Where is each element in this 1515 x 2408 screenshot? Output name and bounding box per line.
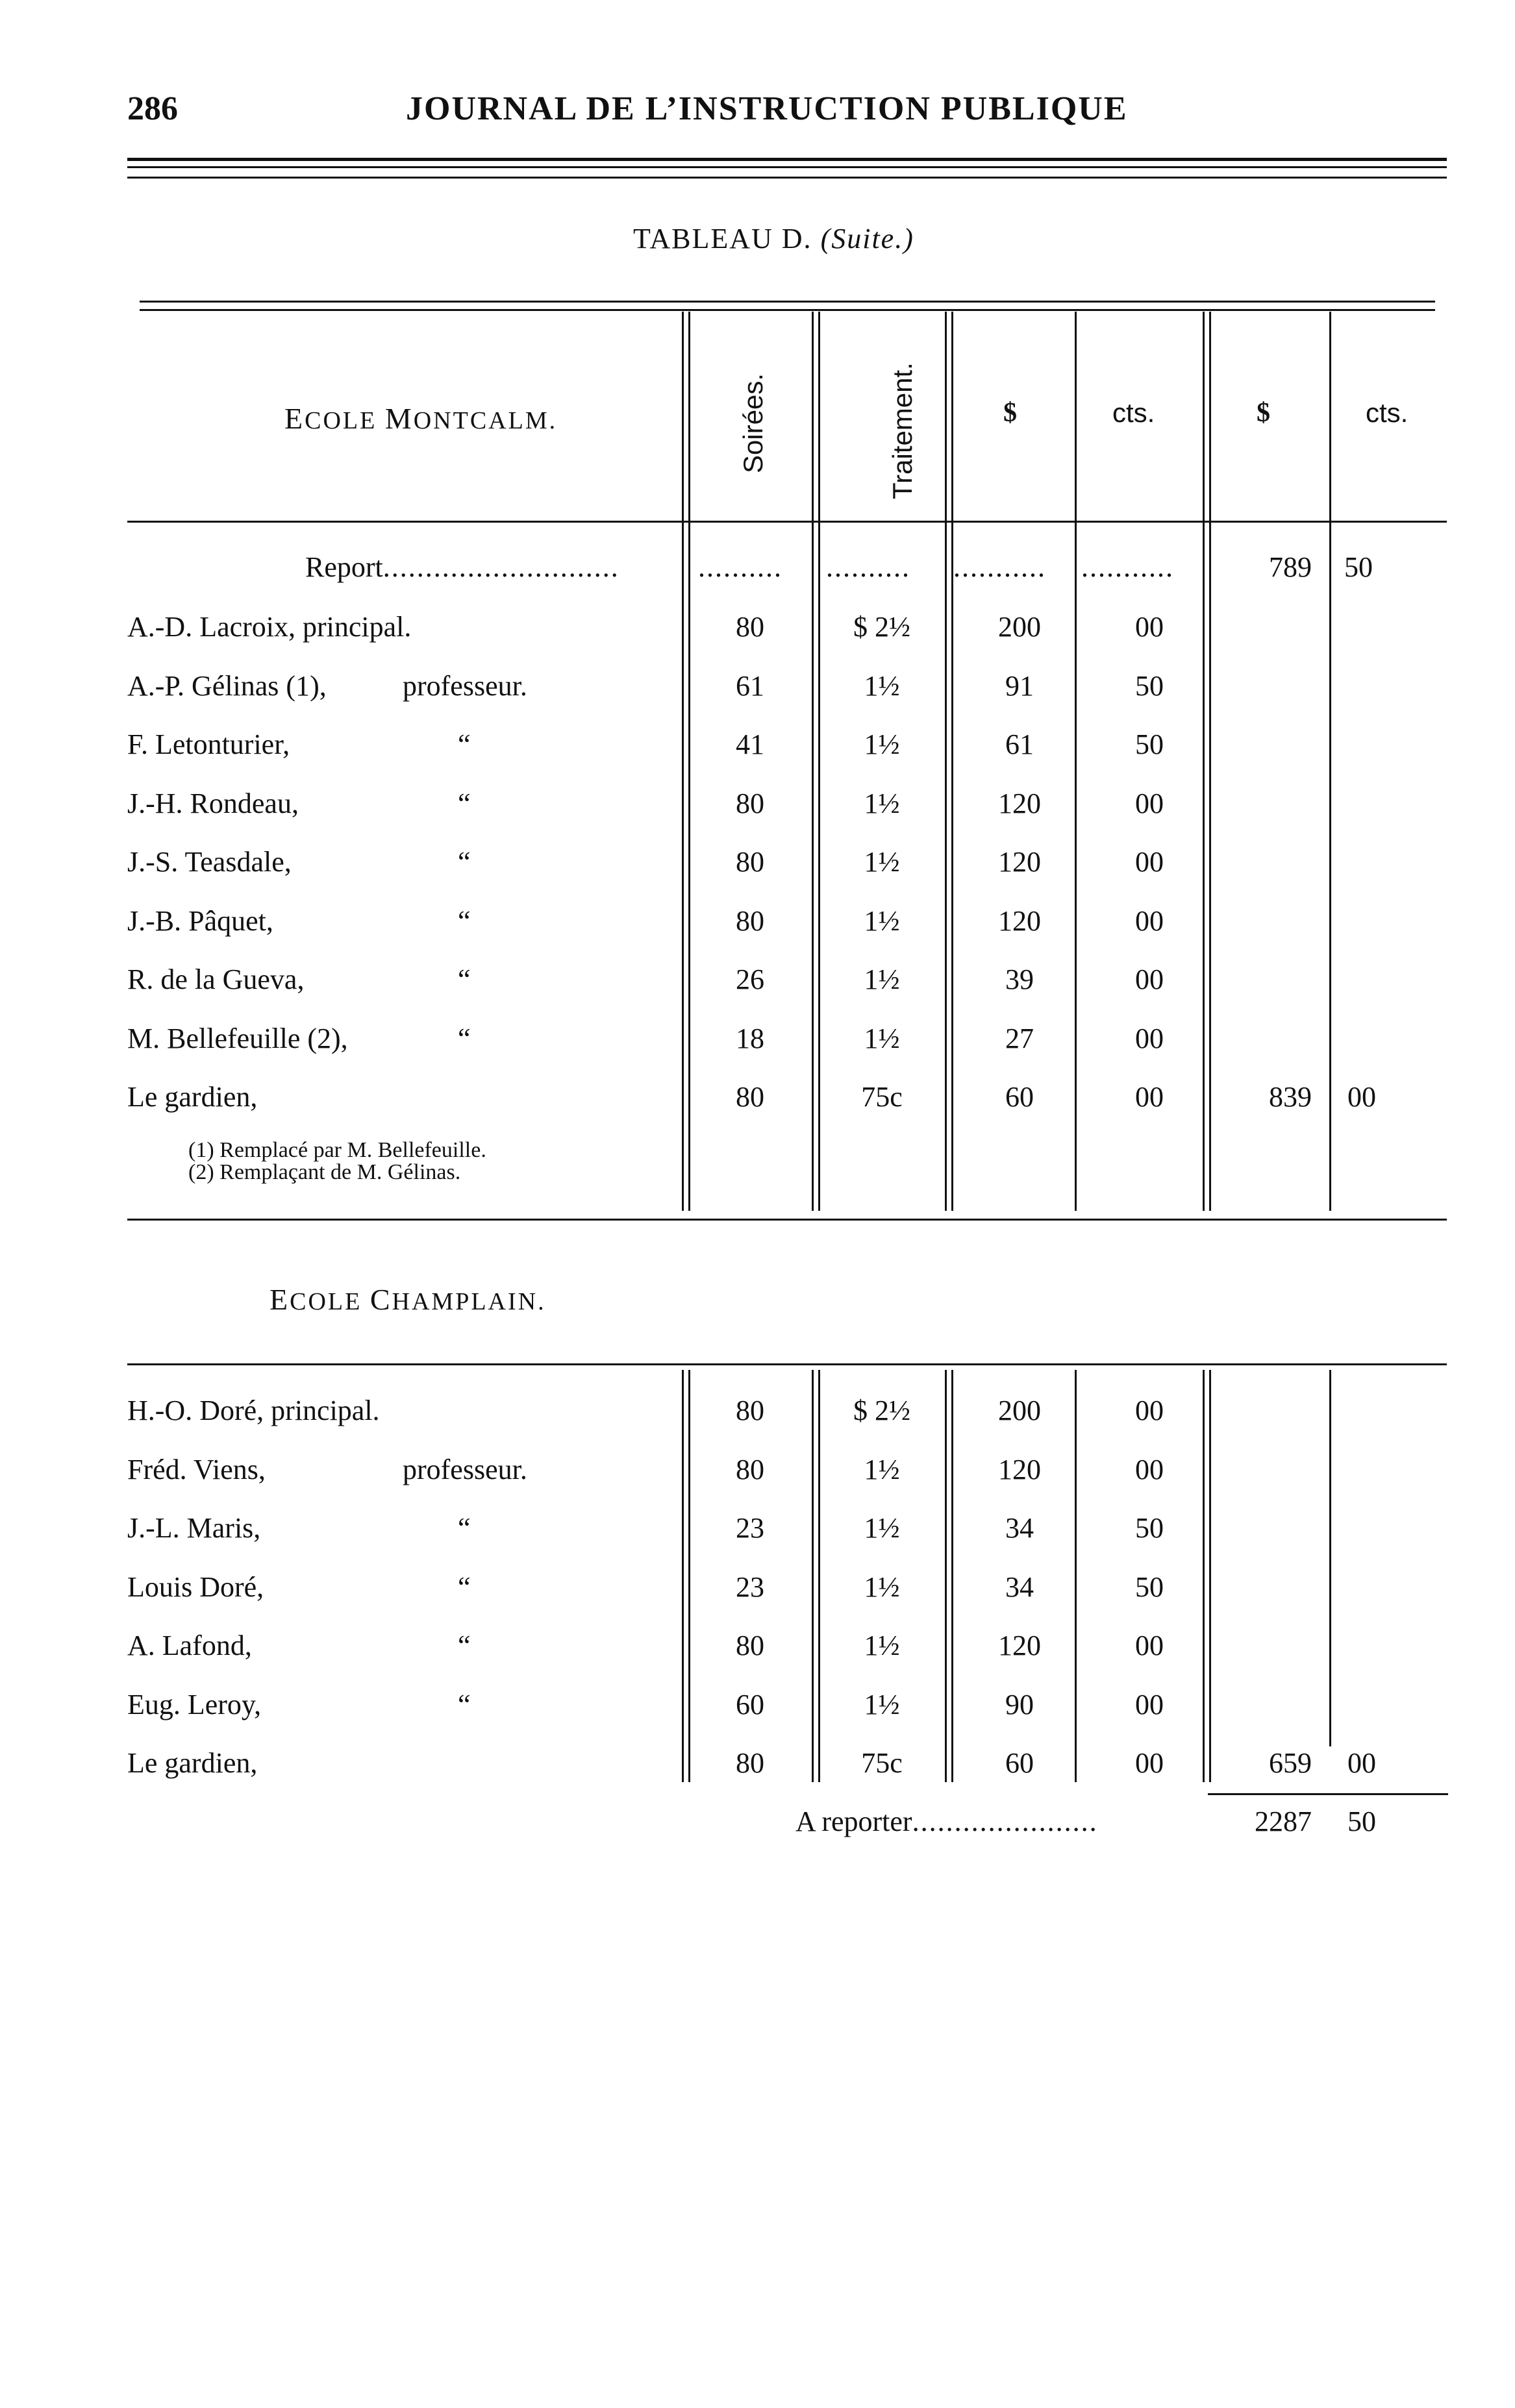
row-role: “ [458,1688,471,1720]
cell-traitement: 75c [861,1081,903,1113]
cell-soirees: 80 [736,1630,764,1661]
column-rule [1075,312,1077,1211]
leader-dots: .......... [698,551,783,583]
table-top-rule-2 [140,309,1435,311]
cell-cents: 50 [1135,1570,1164,1603]
cell-soirees: 80 [736,1081,764,1113]
row-role: “ [458,846,471,878]
cell-dollars: 120 [998,1630,1041,1661]
row-name: J.-H. Rondeau, [127,787,299,819]
cell-cents: 00 [1135,1453,1164,1485]
cell-dollars: 120 [998,1453,1041,1485]
row-name: Eug. Leroy, [127,1688,262,1720]
column-rule [1209,312,1211,1211]
row-role: “ [458,904,471,937]
row-role: professeur. [403,1453,527,1485]
cell-traitement: 1½ [864,1022,900,1054]
cell-total-cents: 00 [1347,1747,1376,1779]
cell-cents: 00 [1135,1630,1164,1661]
col-header-total-dollars: $ [1257,398,1270,428]
column-rule [818,1370,820,1782]
total-rule [1208,1793,1448,1795]
row-role: “ [458,1512,471,1544]
column-rule [682,1370,684,1782]
cell-soirees: 80 [736,846,764,878]
row-role: “ [458,1022,471,1054]
cell-cents: 00 [1135,846,1164,878]
col-header-dollars: $ [1003,398,1017,428]
row-name: A. Lafond, [127,1630,252,1661]
footnote-1: (1) Remplacé par M. Bellefeuille. [188,1138,486,1162]
column-rule [688,312,690,1211]
leader-dots: ...................... [912,1806,1098,1837]
header-rule-thick [127,158,1447,161]
table-top-rule [140,301,1435,303]
row-name: A.-P. Gélinas (1), [127,669,327,702]
cell-cents: 00 [1135,787,1164,819]
header-rule-thin-2 [127,177,1447,179]
cell-traitement: 1½ [864,1630,900,1661]
section-heading-champlain: ECOLE CHAMPLAIN. [269,1283,546,1316]
cell-soirees: 23 [736,1512,764,1544]
cell-cents: 00 [1135,1688,1164,1720]
carry-cents: 50 [1347,1806,1376,1837]
carry-label: A reporter...................... [795,1806,1098,1837]
cell-traitement: 1½ [864,904,900,937]
col-header-soirees: Soirées. [738,373,768,473]
cell-soirees: 23 [736,1570,764,1603]
cell-traitement: 75c [861,1747,903,1779]
table-title-suffix: (Suite.) [820,223,914,254]
col-header-traitement: Traitement. [887,362,918,499]
cell-soirees: 61 [736,669,764,702]
cell-dollars: 61 [1005,728,1034,760]
cell-soirees: 80 [736,1453,764,1485]
row-name: F. Letonturier, [127,728,290,760]
row-name: H.-O. Doré, principal. [127,1395,380,1426]
header-rule-thin [127,166,1447,168]
row-name: Louis Doré, [127,1570,264,1603]
cell-traitement: $ 2½ [853,611,910,643]
section-heading-montcalm: ECOLE MONTCALM. [284,402,558,435]
column-rule [1329,1370,1331,1746]
cell-total-cents: 00 [1347,1081,1376,1113]
column-rule [682,312,684,1211]
cell-dollars: 200 [998,611,1041,643]
footnote-2: (2) Remplaçant de M. Gélinas. [188,1160,461,1184]
leader-dots: ........... [1081,551,1174,583]
cell-cents: 00 [1135,1747,1164,1779]
cell-traitement: 1½ [864,846,900,878]
cell-traitement: 1½ [864,787,900,819]
cell-total-dollars: 659 [1269,1747,1312,1779]
table-title [633,222,914,255]
row-name: J.-B. Pâquet, [127,904,273,937]
row-name: Le gardien, [127,1081,258,1113]
cell-traitement: 1½ [864,1570,900,1603]
cell-traitement: $ 2½ [853,1395,910,1426]
row-role: “ [458,1570,471,1603]
row-name: A.-D. Lacroix, principal. [127,611,412,643]
row-role: “ [458,728,471,760]
row-name: J.-S. Teasdale, [127,846,292,878]
cell-dollars: 60 [1005,1081,1034,1113]
cell-dollars: 60 [1005,1747,1034,1779]
cell-cents: 00 [1135,963,1164,995]
col-header-total-cents: cts. [1366,397,1409,428]
cell-cents: 50 [1135,669,1164,702]
cell-dollars: 120 [998,846,1041,878]
column-rule [812,312,814,1211]
column-rule [945,1370,947,1782]
column-rule [1329,312,1331,1211]
cell-cents: 50 [1135,728,1164,760]
cell-dollars: 200 [998,1395,1041,1426]
column-rule [812,1370,814,1782]
running-title: JOURNAL DE L’INSTRUCTION PUBLIQUE [406,90,1128,127]
row-role: “ [458,1630,471,1661]
column-rule [951,312,953,1211]
cell-cents: 50 [1135,1512,1164,1544]
cell-soirees: 80 [736,1747,764,1779]
cell-cents: 00 [1135,904,1164,937]
row-name: R. de la Gueva, [127,963,305,995]
cell-soirees: 80 [736,787,764,819]
column-rule [1203,312,1205,1211]
column-rule [945,312,947,1211]
header-bottom-rule [127,521,1447,523]
column-rule [688,1370,690,1782]
leader-dots: ............................ [382,551,620,583]
cell-soirees: 80 [736,1395,764,1426]
cell-soirees: 41 [736,728,764,760]
row-name: J.-L. Maris, [127,1512,261,1544]
cell-traitement: 1½ [864,669,900,702]
leader-dots: .......... [826,551,910,583]
cell-traitement: 1½ [864,1453,900,1485]
page-number: 286 [127,90,178,127]
carry-dollars: 2287 [1255,1806,1312,1837]
cell-dollars: 91 [1005,669,1034,702]
cell-dollars: 120 [998,787,1041,819]
cell-dollars: 39 [1005,963,1034,995]
cell-soirees: 18 [736,1022,764,1054]
row-role: “ [458,963,471,995]
cell-soirees: 26 [736,963,764,995]
section2-top-rule [127,1363,1447,1365]
table-title-main: TABLEAU D. [633,223,812,254]
cell-traitement: 1½ [864,1688,900,1720]
report-dollars: 789 [1269,551,1312,583]
cell-total-dollars: 839 [1269,1081,1312,1113]
cell-traitement: 1½ [864,1512,900,1544]
row-name: M. Bellefeuille (2), [127,1022,348,1054]
row-name: Le gardien, [127,1747,258,1779]
row-name: Fréd. Viens, [127,1453,266,1485]
report-label: Report............................ [305,551,620,583]
cell-cents: 00 [1135,1022,1164,1054]
cell-soirees: 80 [736,611,764,643]
cell-cents: 00 [1135,1395,1164,1426]
cell-dollars: 34 [1005,1570,1034,1603]
column-rule [951,1370,953,1782]
cell-cents: 00 [1135,611,1164,643]
leader-dots: ........... [953,551,1046,583]
row-role: professeur. [403,669,527,702]
cell-traitement: 1½ [864,963,900,995]
cell-dollars: 120 [998,904,1041,937]
column-rule [1209,1370,1211,1782]
column-rule [818,312,820,1211]
section-divider-rule [127,1219,1447,1221]
cell-dollars: 90 [1005,1688,1034,1720]
cell-traitement: 1½ [864,728,900,760]
cell-soirees: 80 [736,904,764,937]
col-header-cents: cts. [1112,397,1155,428]
cell-cents: 00 [1135,1081,1164,1113]
report-cents: 50 [1344,551,1373,583]
cell-dollars: 34 [1005,1512,1034,1544]
row-role: “ [458,787,471,819]
cell-soirees: 60 [736,1688,764,1720]
cell-dollars: 27 [1005,1022,1034,1054]
